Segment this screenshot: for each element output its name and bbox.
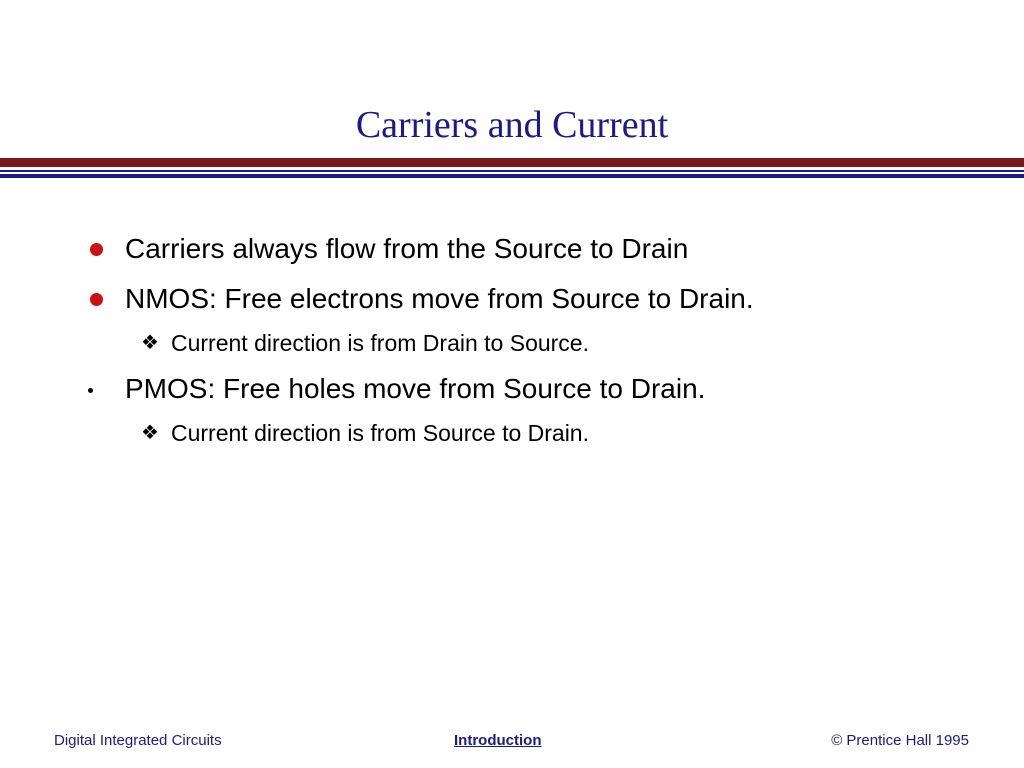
bullet-small-dot-icon <box>88 388 93 393</box>
footer-section-link[interactable]: Introduction <box>454 732 542 749</box>
title-rule-blue <box>0 174 1024 178</box>
bullet-item-1: Carriers always flow from the Source to Drain <box>125 233 689 264</box>
footer-course-title: Digital Integrated Circuits <box>54 732 222 749</box>
footer-copyright: © Prentice Hall 1995 <box>831 732 969 749</box>
diamond-bullet-icon: ❖ <box>141 422 159 444</box>
diamond-bullet-icon: ❖ <box>141 332 159 354</box>
title-rule-red <box>0 158 1024 167</box>
sub-bullet-item-2: Current direction is from Drain to Source. <box>171 330 589 356</box>
title-rule-blue-thin <box>0 170 1024 172</box>
bullet-dot-icon <box>90 293 103 306</box>
bullet-item-2: NMOS: Free electrons move from Source to Drain. <box>125 283 754 314</box>
sub-bullet-item-3: Current direction is from Source to Drain. <box>171 420 589 446</box>
bullet-item-3: PMOS: Free holes move from Source to Drain. <box>125 373 706 404</box>
slide-title: Carriers and Current <box>355 104 669 146</box>
bullet-dot-icon <box>90 243 103 256</box>
